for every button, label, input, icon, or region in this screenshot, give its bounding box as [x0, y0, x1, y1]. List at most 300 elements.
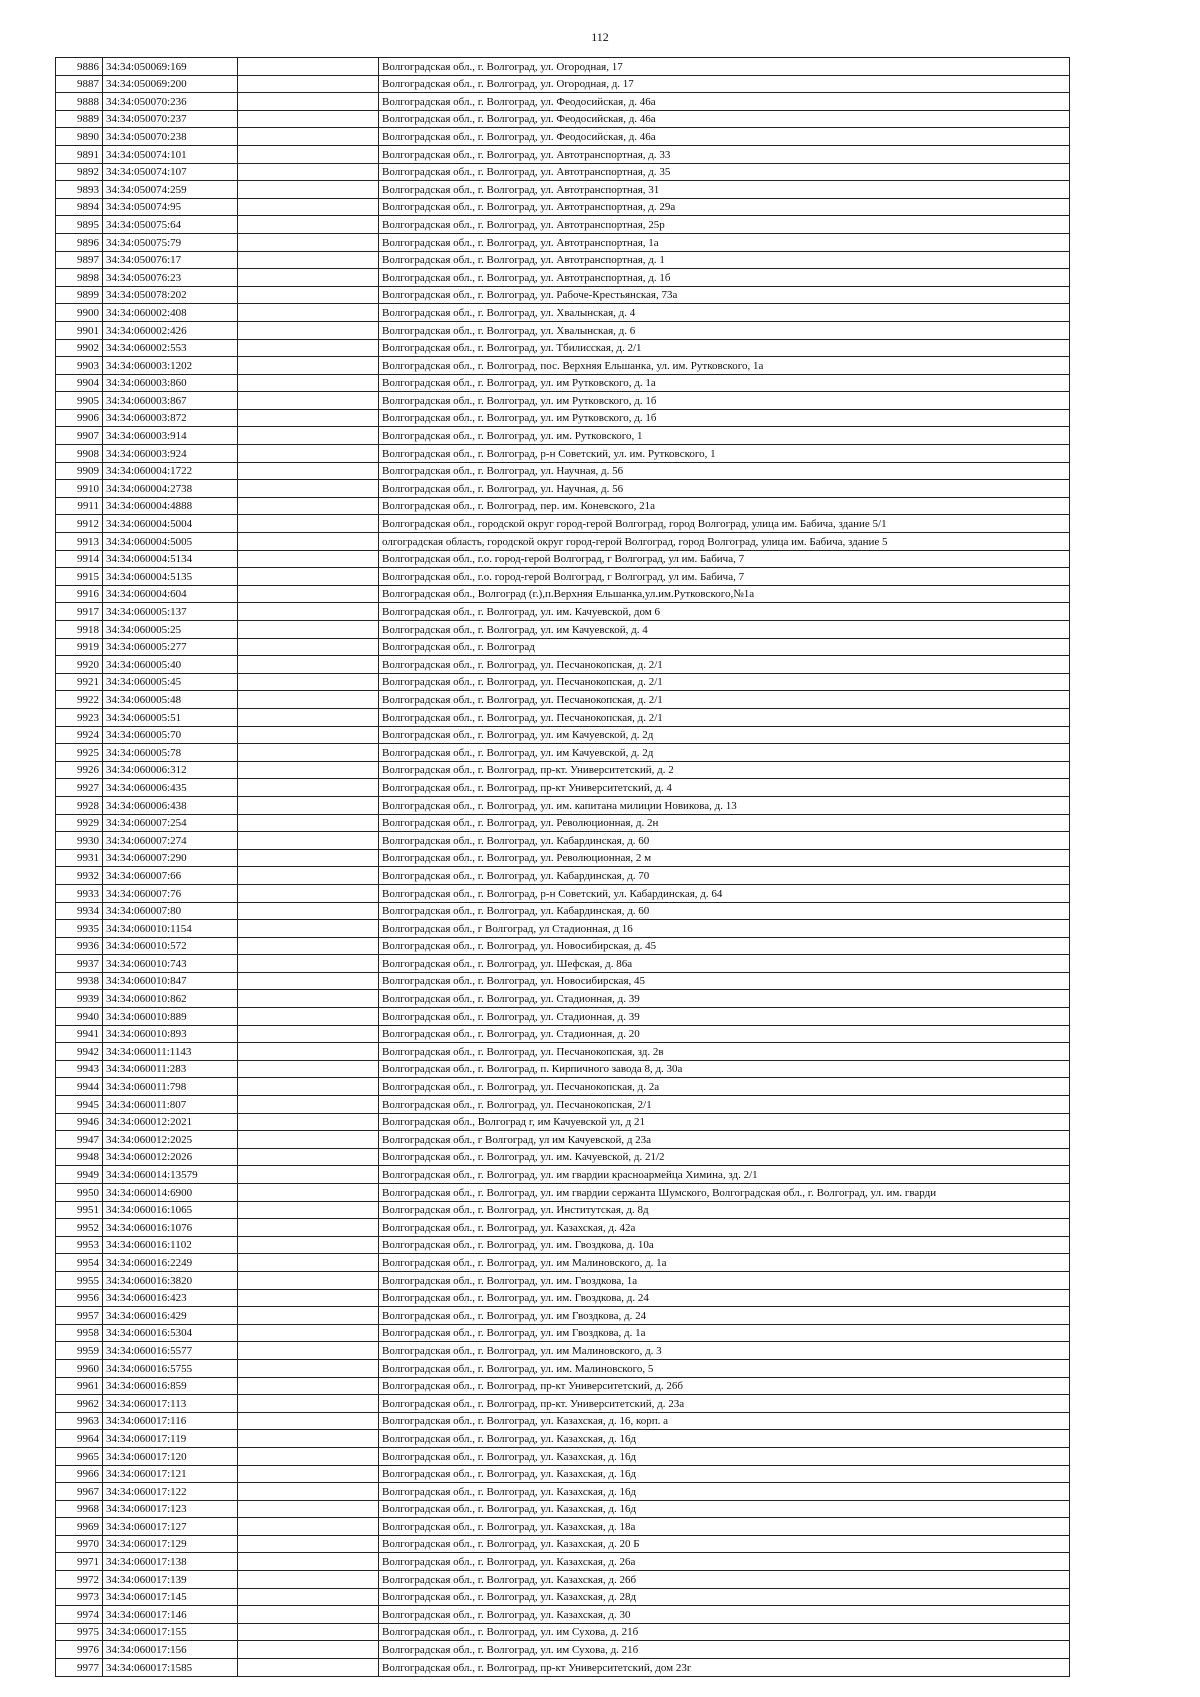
row-number: 9968: [56, 1500, 103, 1518]
row-number: 9919: [56, 638, 103, 656]
empty-cell: [238, 814, 379, 832]
address: Волгоградская обл., г. Волгоград, р-н Советский, ул. Кабардинская, д. 64: [379, 884, 1070, 902]
address: Волгоградская обл., г. Волгоград, ул. Научная, д. 56: [379, 462, 1070, 480]
empty-cell: [238, 832, 379, 850]
cadastral-number: 34:34:060003:924: [103, 445, 238, 463]
cadastral-number: 34:34:060010:743: [103, 955, 238, 973]
empty-cell: [238, 1113, 379, 1131]
table-row: [56, 304, 1070, 322]
property-table: [55, 57, 1070, 1677]
empty-cell: [238, 445, 379, 463]
row-number: 9941: [56, 1025, 103, 1043]
empty-cell: [238, 779, 379, 797]
empty-cell: [238, 1043, 379, 1061]
table-row: [56, 145, 1070, 163]
empty-cell: [238, 286, 379, 304]
row-number: 9913: [56, 533, 103, 551]
table-row: [56, 427, 1070, 445]
empty-cell: [238, 1236, 379, 1254]
address: Волгоградская обл., г. Волгоград, ул. Казахская, д. 28д: [379, 1588, 1070, 1606]
empty-cell: [238, 902, 379, 920]
address: Волгоградская обл., г. Волгоград, ул. им Малиновского, д. 1а: [379, 1254, 1070, 1272]
empty-cell: [238, 1271, 379, 1289]
row-number: 9916: [56, 585, 103, 603]
empty-cell: [238, 1465, 379, 1483]
cadastral-number: 34:34:060017:129: [103, 1535, 238, 1553]
cadastral-number: 34:34:060017:127: [103, 1518, 238, 1536]
table-row: [56, 286, 1070, 304]
address: Волгоградская обл., г. Волгоград, ул. Казахская, д. 26б: [379, 1571, 1070, 1589]
row-number: 9911: [56, 497, 103, 515]
empty-cell: [238, 603, 379, 621]
address: Волгоградская обл., г. Волгоград, ул. Революционная, д. 2н: [379, 814, 1070, 832]
address: Волгоградская обл., г. Волгоград, ул. им. Качуевской, д. 21/2: [379, 1148, 1070, 1166]
empty-cell: [238, 1518, 379, 1536]
address: Волгоградская обл., г. Волгоград, ул. Автотранспортная, 1а: [379, 233, 1070, 251]
cadastral-number: 34:34:050074:95: [103, 198, 238, 216]
cadastral-number: 34:34:060011:1143: [103, 1043, 238, 1061]
cadastral-number: 34:34:060016:859: [103, 1377, 238, 1395]
row-number: 9920: [56, 656, 103, 674]
cadastral-number: 34:34:050070:236: [103, 93, 238, 111]
empty-cell: [238, 233, 379, 251]
cadastral-number: 34:34:060014:13579: [103, 1166, 238, 1184]
address: Волгоградская обл., г. Волгоград, ул. Шефская, д. 86а: [379, 955, 1070, 973]
cadastral-number: 34:34:060017:139: [103, 1571, 238, 1589]
table-row: [56, 163, 1070, 181]
cadastral-number: 34:34:060017:145: [103, 1588, 238, 1606]
row-number: 9933: [56, 884, 103, 902]
address: Волгоградская обл., г. Волгоград, ул. Песчанокопская, 2/1: [379, 1096, 1070, 1114]
empty-cell: [238, 304, 379, 322]
row-number: 9956: [56, 1289, 103, 1307]
cadastral-number: 34:34:060005:40: [103, 656, 238, 674]
row-number: 9939: [56, 990, 103, 1008]
cadastral-number: 34:34:060004:5005: [103, 533, 238, 551]
row-number: 9955: [56, 1271, 103, 1289]
empty-cell: [238, 656, 379, 674]
address: Волгоградская обл., г. Волгоград, ул. Казахская, д. 16д: [379, 1447, 1070, 1465]
address: Волгоградская обл., городской округ город-герой Волгоград, город Волгоград, улица им. Бабича, здание 5/1: [379, 515, 1070, 533]
row-number: 9971: [56, 1553, 103, 1571]
cadastral-number: 34:34:060004:5134: [103, 550, 238, 568]
row-number: 9959: [56, 1342, 103, 1360]
row-number: 9962: [56, 1395, 103, 1413]
cadastral-number: 34:34:060010:1154: [103, 920, 238, 938]
empty-cell: [238, 128, 379, 146]
address: Волгоградская обл., г. Волгоград, ул. им Качуевской, д. 2д: [379, 726, 1070, 744]
table-row: [56, 902, 1070, 920]
cadastral-number: 34:34:060007:76: [103, 884, 238, 902]
cadastral-number: 34:34:060007:254: [103, 814, 238, 832]
table-row: [56, 1535, 1070, 1553]
address: Волгоградская обл., г. Волгоград, ул. Огородная, 17: [379, 58, 1070, 76]
table-row: [56, 550, 1070, 568]
row-number: 9907: [56, 427, 103, 445]
table-row: [56, 1113, 1070, 1131]
cadastral-number: 34:34:050074:259: [103, 181, 238, 199]
cadastral-number: 34:34:060005:25: [103, 621, 238, 639]
address: Волгоградская обл., г. Волгоград, ул. Песчанокопская, д. 2/1: [379, 673, 1070, 691]
cadastral-number: 34:34:060010:893: [103, 1025, 238, 1043]
empty-cell: [238, 1078, 379, 1096]
empty-cell: [238, 1623, 379, 1641]
empty-cell: [238, 75, 379, 93]
empty-cell: [238, 1254, 379, 1272]
empty-cell: [238, 216, 379, 234]
address: Волгоградская обл., г.о. город-герой Волгоград, г Волгоград, ул им. Бабича, 7: [379, 550, 1070, 568]
address: Волгоградская обл., г. Волгоград, ул. Феодосийская, д. 46а: [379, 110, 1070, 128]
row-number: 9886: [56, 58, 103, 76]
table-row: [56, 638, 1070, 656]
row-number: 9889: [56, 110, 103, 128]
table-row: [56, 1571, 1070, 1589]
row-number: 9967: [56, 1483, 103, 1501]
address: Волгоградская обл., г. Волгоград, ул. Кабардинская, д. 60: [379, 832, 1070, 850]
row-number: 9937: [56, 955, 103, 973]
empty-cell: [238, 1324, 379, 1342]
cadastral-number: 34:34:060002:553: [103, 339, 238, 357]
address: Волгоградская обл., г. Волгоград, ул. им Качуевской, д. 4: [379, 621, 1070, 639]
table-row: [56, 779, 1070, 797]
address: Волгоградская обл., г. Волгоград, ул. Кабардинская, д. 60: [379, 902, 1070, 920]
row-number: 9894: [56, 198, 103, 216]
table-row: [56, 1623, 1070, 1641]
row-number: 9897: [56, 251, 103, 269]
table-row: [56, 128, 1070, 146]
empty-cell: [238, 1060, 379, 1078]
address: Волгоградская обл., г. Волгоград, ул. Песчанокопская, д. 2а: [379, 1078, 1070, 1096]
address: Волгоградская обл., г. Волгоград, ул. Автотранспортная, д. 1б: [379, 269, 1070, 287]
empty-cell: [238, 339, 379, 357]
cadastral-number: 34:34:060010:847: [103, 972, 238, 990]
cadastral-number: 34:34:050070:238: [103, 128, 238, 146]
table-row: [56, 1096, 1070, 1114]
address: Волгоградская обл., г. Волгоград, ул. им Рутковского, д. 1а: [379, 374, 1070, 392]
empty-cell: [238, 1483, 379, 1501]
empty-cell: [238, 93, 379, 111]
row-number: 9964: [56, 1430, 103, 1448]
empty-cell: [238, 1289, 379, 1307]
address: Волгоградская обл., г. Волгоград, ул. им. Гвоздкова, д. 24: [379, 1289, 1070, 1307]
row-number: 9921: [56, 673, 103, 691]
cadastral-number: 34:34:060005:48: [103, 691, 238, 709]
empty-cell: [238, 1342, 379, 1360]
table-row: [56, 1219, 1070, 1237]
cadastral-number: 34:34:060006:435: [103, 779, 238, 797]
cadastral-number: 34:34:060010:572: [103, 937, 238, 955]
cadastral-number: 34:34:060017:138: [103, 1553, 238, 1571]
empty-cell: [238, 374, 379, 392]
empty-cell: [238, 1359, 379, 1377]
empty-cell: [238, 1166, 379, 1184]
empty-cell: [238, 1553, 379, 1571]
cadastral-number: 34:34:060016:1076: [103, 1219, 238, 1237]
cadastral-number: 34:34:060016:5304: [103, 1324, 238, 1342]
table-row: [56, 814, 1070, 832]
table-row: [56, 1271, 1070, 1289]
table-row: [56, 339, 1070, 357]
table-row: [56, 1412, 1070, 1430]
address: олгоградская область, городской округ город-герой Волгоград, город Волгоград, улица им. Бабича, здание 5: [379, 533, 1070, 551]
row-number: 9953: [56, 1236, 103, 1254]
cadastral-number: 34:34:060016:1065: [103, 1201, 238, 1219]
table-row: [56, 1465, 1070, 1483]
empty-cell: [238, 621, 379, 639]
empty-cell: [238, 110, 379, 128]
row-number: 9891: [56, 145, 103, 163]
row-number: 9963: [56, 1412, 103, 1430]
row-number: 9915: [56, 568, 103, 586]
empty-cell: [238, 321, 379, 339]
row-number: 9934: [56, 902, 103, 920]
address: Волгоградская обл., г. Волгоград, ул. Огородная, д. 17: [379, 75, 1070, 93]
table-row: [56, 1553, 1070, 1571]
table-row: [56, 392, 1070, 410]
table-row: [56, 93, 1070, 111]
cadastral-number: 34:34:060005:137: [103, 603, 238, 621]
table-row: [56, 920, 1070, 938]
table-row: [56, 621, 1070, 639]
cadastral-number: 34:34:060004:2738: [103, 480, 238, 498]
empty-cell: [238, 867, 379, 885]
empty-cell: [238, 533, 379, 551]
address: Волгоградская обл., г. Волгоград, ул. Новосибирская, д. 45: [379, 937, 1070, 955]
empty-cell: [238, 1201, 379, 1219]
address: Волгоградская обл., г. Волгоград, ул. Автотранспортная, 31: [379, 181, 1070, 199]
row-number: 9975: [56, 1623, 103, 1641]
address: Волгоградская обл., г. Волгоград, пер. им. Коневского, 21а: [379, 497, 1070, 515]
cadastral-number: 34:34:060007:290: [103, 849, 238, 867]
row-number: 9947: [56, 1131, 103, 1149]
empty-cell: [238, 1377, 379, 1395]
cadastral-number: 34:34:060003:872: [103, 409, 238, 427]
empty-cell: [238, 181, 379, 199]
row-number: 9930: [56, 832, 103, 850]
cadastral-number: 34:34:060016:3820: [103, 1271, 238, 1289]
cadastral-number: 34:34:060006:312: [103, 761, 238, 779]
table-row: [56, 1377, 1070, 1395]
address: Волгоградская обл., г. Волгоград, ул. Казахская, д. 18а: [379, 1518, 1070, 1536]
row-number: 9954: [56, 1254, 103, 1272]
row-number: 9969: [56, 1518, 103, 1536]
row-number: 9926: [56, 761, 103, 779]
empty-cell: [238, 269, 379, 287]
table-row: [56, 937, 1070, 955]
cadastral-number: 34:34:050075:64: [103, 216, 238, 234]
address: Волгоградская обл., г. Волгоград, ул. Рабоче-Крестьянская, 73а: [379, 286, 1070, 304]
table-row: [56, 1324, 1070, 1342]
cadastral-number: 34:34:060011:807: [103, 1096, 238, 1114]
cadastral-number: 34:34:060011:798: [103, 1078, 238, 1096]
address: Волгоградская обл., г. Волгоград, пр-кт Университетский, д. 26б: [379, 1377, 1070, 1395]
empty-cell: [238, 198, 379, 216]
table-row: [56, 990, 1070, 1008]
empty-cell: [238, 409, 379, 427]
property-table-body: [56, 58, 1070, 1677]
cadastral-number: 34:34:060010:889: [103, 1008, 238, 1026]
empty-cell: [238, 1008, 379, 1026]
table-row: [56, 251, 1070, 269]
empty-cell: [238, 1606, 379, 1624]
address: Волгоградская обл., г. Волгоград, ул. Казахская, д. 16д: [379, 1430, 1070, 1448]
address: Волгоградская обл., г. Волгоград, ул. Автотранспортная, д. 1: [379, 251, 1070, 269]
empty-cell: [238, 744, 379, 762]
empty-cell: [238, 1641, 379, 1659]
table-row: [56, 708, 1070, 726]
table-row: [56, 269, 1070, 287]
table-row: [56, 497, 1070, 515]
row-number: 9961: [56, 1377, 103, 1395]
table-row: [56, 58, 1070, 76]
cadastral-number: 34:34:060005:45: [103, 673, 238, 691]
table-row: [56, 480, 1070, 498]
empty-cell: [238, 480, 379, 498]
cadastral-number: 34:34:060017:120: [103, 1447, 238, 1465]
empty-cell: [238, 955, 379, 973]
empty-cell: [238, 708, 379, 726]
empty-cell: [238, 990, 379, 1008]
address: Волгоградская обл., г. Волгоград, ул. им Рутковского, д. 1б: [379, 409, 1070, 427]
empty-cell: [238, 357, 379, 375]
address: Волгоградская обл., г. Волгоград, ул. Научная, д. 56: [379, 480, 1070, 498]
table-row: [56, 1254, 1070, 1272]
table-row: [56, 585, 1070, 603]
row-number: 9890: [56, 128, 103, 146]
empty-cell: [238, 1131, 379, 1149]
table-row: [56, 1148, 1070, 1166]
empty-cell: [238, 1219, 379, 1237]
row-number: 9931: [56, 849, 103, 867]
empty-cell: [238, 462, 379, 480]
table-row: [56, 1588, 1070, 1606]
cadastral-number: 34:34:060012:2021: [103, 1113, 238, 1131]
table-row: [56, 321, 1070, 339]
empty-cell: [238, 972, 379, 990]
row-number: 9928: [56, 796, 103, 814]
empty-cell: [238, 550, 379, 568]
cadastral-number: 34:34:050078:202: [103, 286, 238, 304]
row-number: 9893: [56, 181, 103, 199]
table-row: [56, 110, 1070, 128]
address: Волгоградская обл., г. Волгоград, ул. им гвардии сержанта Шумского, Волгоградская обл., г. Волгоград, ул. им. гварди: [379, 1184, 1070, 1202]
address: Волгоградская обл., г. Волгоград, ул. Песчанокопская, д. 2/1: [379, 691, 1070, 709]
row-number: 9888: [56, 93, 103, 111]
table-row: [56, 1131, 1070, 1149]
row-number: 9895: [56, 216, 103, 234]
cadastral-number: 34:34:050074:101: [103, 145, 238, 163]
page-number: 112: [591, 30, 609, 44]
row-number: 9903: [56, 357, 103, 375]
row-number: 9932: [56, 867, 103, 885]
address: Волгоградская обл., г. Волгоград, пр-кт. Университетский, д. 23а: [379, 1395, 1070, 1413]
table-row: [56, 568, 1070, 586]
empty-cell: [238, 1447, 379, 1465]
cadastral-number: 34:34:060003:860: [103, 374, 238, 392]
cadastral-number: 34:34:060004:5135: [103, 568, 238, 586]
table-row: [56, 216, 1070, 234]
address: Волгоградская обл., г. Волгоград, ул. им гвардии красноармейца Химина, зд. 2/1: [379, 1166, 1070, 1184]
empty-cell: [238, 796, 379, 814]
empty-cell: [238, 691, 379, 709]
row-number: 9976: [56, 1641, 103, 1659]
address: Волгоградская обл., г. Волгоград, ул. Казахская, д. 26а: [379, 1553, 1070, 1571]
row-number: 9957: [56, 1307, 103, 1325]
table-row: [56, 1201, 1070, 1219]
cadastral-number: 34:34:060017:155: [103, 1623, 238, 1641]
address: Волгоградская обл., г. Волгоград, ул. Тбилисская, д. 2/1: [379, 339, 1070, 357]
row-number: 9973: [56, 1588, 103, 1606]
table-row: [56, 1342, 1070, 1360]
row-number: 9960: [56, 1359, 103, 1377]
row-number: 9977: [56, 1659, 103, 1677]
cadastral-number: 34:34:060017:122: [103, 1483, 238, 1501]
address: Волгоградская обл., г. Волгоград, ул. Хвалынская, д. 6: [379, 321, 1070, 339]
cadastral-number: 34:34:060016:423: [103, 1289, 238, 1307]
cadastral-number: 34:34:060007:80: [103, 902, 238, 920]
row-number: 9966: [56, 1465, 103, 1483]
cadastral-number: 34:34:060012:2025: [103, 1131, 238, 1149]
address: Волгоградская обл., г. Волгоград, ул. Казахская, д. 20 Б: [379, 1535, 1070, 1553]
cadastral-number: 34:34:060017:121: [103, 1465, 238, 1483]
table-row: [56, 181, 1070, 199]
address: Волгоградская обл., г. Волгоград, ул. Песчанокопская, зд. 2в: [379, 1043, 1070, 1061]
address: Волгоградская обл., г. Волгоград, ул. Песчанокопская, д. 2/1: [379, 708, 1070, 726]
address: Волгоградская обл., г. Волгоград, ул. им Рутковского, д. 1б: [379, 392, 1070, 410]
cadastral-number: 34:34:060006:438: [103, 796, 238, 814]
empty-cell: [238, 1096, 379, 1114]
address: Волгоградская обл., г. Волгоград, ул. Казахская, д. 16д: [379, 1483, 1070, 1501]
row-number: 9898: [56, 269, 103, 287]
cadastral-number: 34:34:060011:283: [103, 1060, 238, 1078]
cadastral-number: 34:34:060004:604: [103, 585, 238, 603]
row-number: 9942: [56, 1043, 103, 1061]
address: Волгоградская обл., г. Волгоград, пр-кт Университетский, д. 4: [379, 779, 1070, 797]
empty-cell: [238, 1184, 379, 1202]
table-row: [56, 1659, 1070, 1677]
address: Волгоградская обл., г. Волгоград: [379, 638, 1070, 656]
row-number: 9923: [56, 708, 103, 726]
empty-cell: [238, 1500, 379, 1518]
table-row: [56, 1395, 1070, 1413]
row-number: 9970: [56, 1535, 103, 1553]
table-row: [56, 1236, 1070, 1254]
address: Волгоградская обл., г. Волгоград, ул. им. Гвоздкова, д. 10а: [379, 1236, 1070, 1254]
address: Волгоградская обл., г. Волгоград, ул. им Сухова, д. 21б: [379, 1623, 1070, 1641]
table-row: [56, 1025, 1070, 1043]
address: Волгоградская обл., г. Волгоград, ул. им Гвоздкова, д. 24: [379, 1307, 1070, 1325]
cadastral-number: 34:34:060017:116: [103, 1412, 238, 1430]
cadastral-number: 34:34:060016:5577: [103, 1342, 238, 1360]
cadastral-number: 34:34:060005:78: [103, 744, 238, 762]
address: Волгоградская обл., Волгоград г, им Качуевской ул, д 21: [379, 1113, 1070, 1131]
cadastral-number: 34:34:060016:1102: [103, 1236, 238, 1254]
table-row: [56, 867, 1070, 885]
row-number: 9927: [56, 779, 103, 797]
address: Волгоградская обл., г. Волгоград, ул. им. Гвоздкова, 1а: [379, 1271, 1070, 1289]
empty-cell: [238, 673, 379, 691]
empty-cell: [238, 1535, 379, 1553]
row-number: 9946: [56, 1113, 103, 1131]
table-row: [56, 515, 1070, 533]
row-number: 9943: [56, 1060, 103, 1078]
table-row: [56, 533, 1070, 551]
empty-cell: [238, 1430, 379, 1448]
empty-cell: [238, 497, 379, 515]
empty-cell: [238, 392, 379, 410]
cadastral-number: 34:34:050069:169: [103, 58, 238, 76]
address: Волгоградская обл., г. Волгоград, ул. Институтская, д. 8д: [379, 1201, 1070, 1219]
